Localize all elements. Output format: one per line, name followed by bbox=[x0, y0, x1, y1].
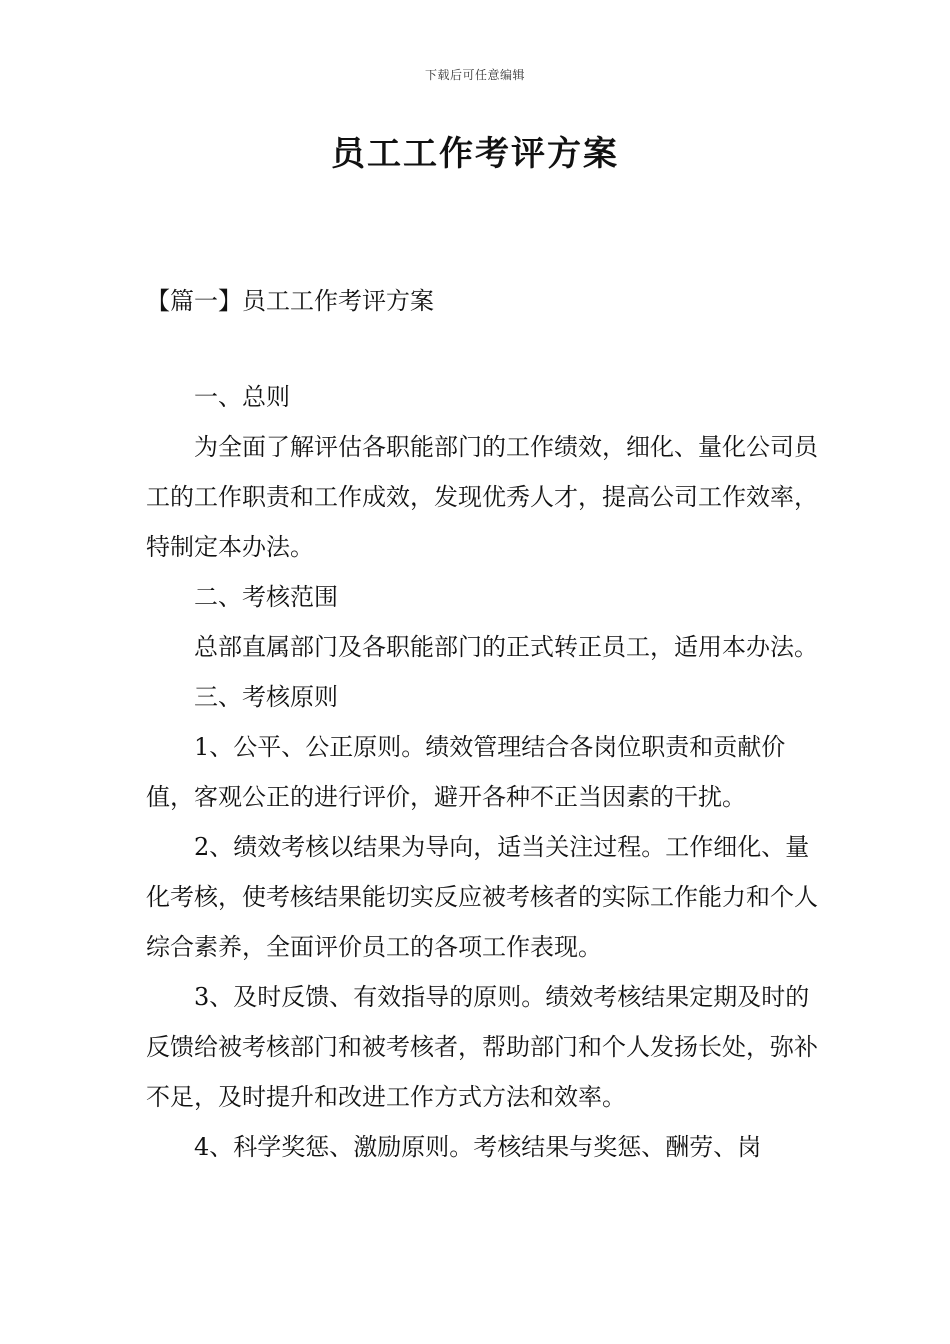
paragraph: 总部直属部门及各职能部门的正式转正员工，适用本办法。 bbox=[194, 633, 818, 661]
paragraph: 为全面了解评估各职能部门的工作绩效，细化、量化公司员工的工作职责和工作成效，发现优秀人才，提高公司工作效率，特制定本办法。 bbox=[146, 433, 818, 561]
document-title: 员工工作考评方案 bbox=[331, 134, 619, 174]
document-body bbox=[146, 372, 826, 1172]
section-heading: 【篇一】员工工作考评方案 bbox=[146, 287, 434, 315]
paragraph-scope-heading: 二、考核范围 bbox=[194, 583, 338, 611]
paragraph: 2、绩效考核以结果为导向，适当关注过程。工作细化、量化考核，使考核结果能切实反应被考核者的实际工作能力和个人综合素养，全面评价员工的各项工作表现。 bbox=[146, 833, 818, 961]
paragraph: 1、公平、公正原则。绩效管理结合各岗位职责和贡献价值，客观公正的进行评价，避开各种不正当因素的干扰。 bbox=[146, 733, 786, 811]
paragraph-principles-heading: 三、考核原则 bbox=[194, 683, 338, 711]
paragraph-general-heading: 一、总则 bbox=[194, 383, 290, 411]
header-note: 下载后可任意编辑 bbox=[424, 68, 525, 82]
paragraph: 4、科学奖惩、激励原则。考核结果与奖惩、酬劳、岗 bbox=[194, 1133, 762, 1161]
paragraph: 3、及时反馈、有效指导的原则。绩效考核结果定期及时的反馈给被考核部门和被考核者，帮助部门和个人发扬长处，弥补不足，及时提升和改进工作方式方法和效率。 bbox=[146, 983, 818, 1111]
